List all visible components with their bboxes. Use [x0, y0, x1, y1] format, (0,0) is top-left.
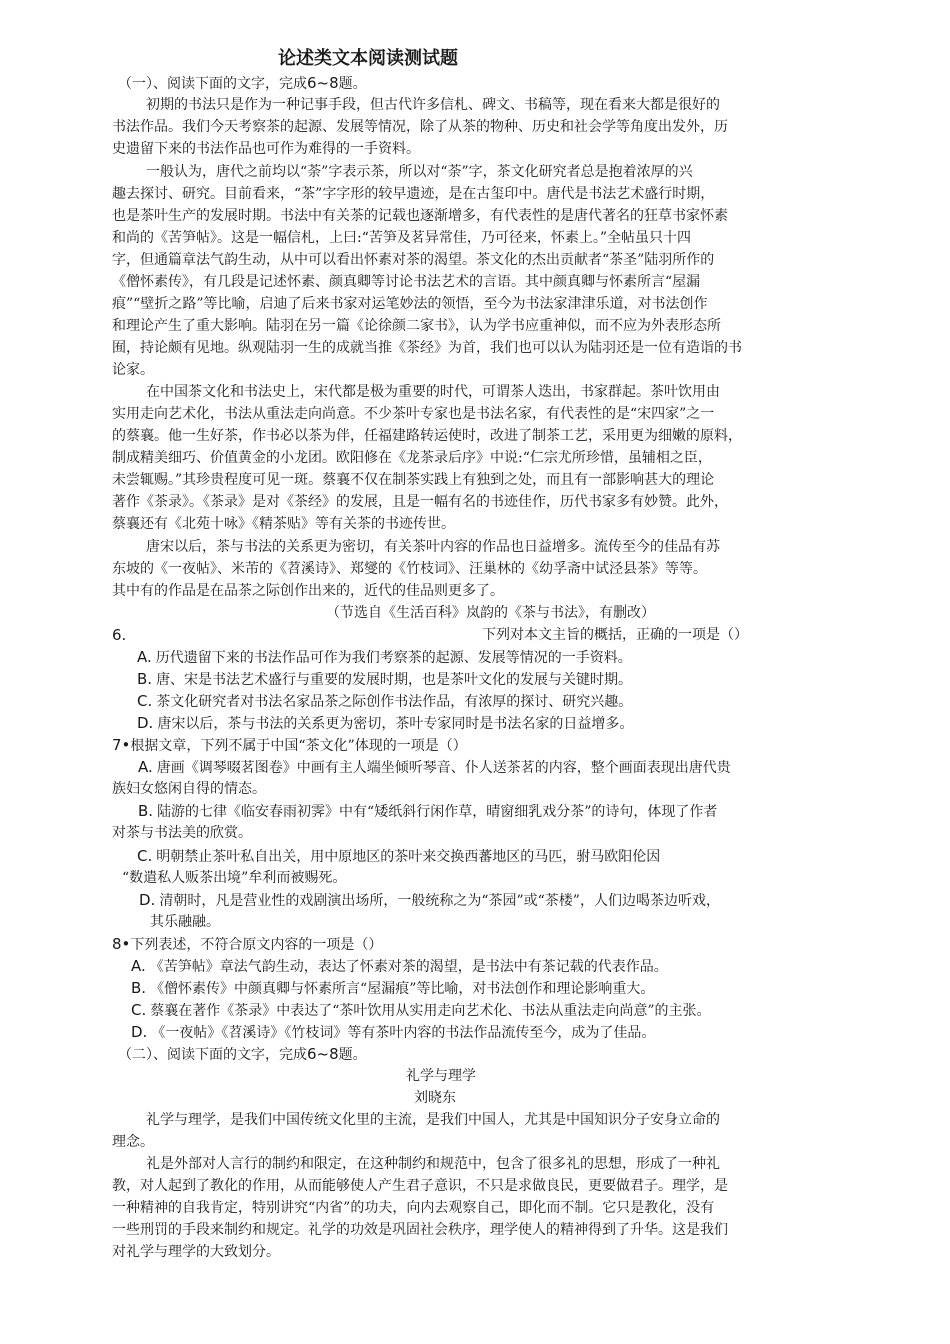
q7-option-d[interactable]: [139, 889, 720, 912]
option-text: 唐画《调琴啜茗图卷》中画有主人端坐倾听琴音、仆人送茶茗的内容，整个画面表现出唐代贵: [156, 760, 731, 776]
q6-option-c[interactable]: [137, 690, 632, 713]
section1-header-text: （一）、阅读下面的文字，完成: [118, 76, 307, 92]
passage1-line: 囿，持论颇有见地。纵观陆羽一生的成就当推《茶经》为首，我们也可以认为陆羽还是一位有造诣的书: [112, 340, 742, 356]
passage1-line: 著作《茶录》。《茶录》是对《茶经》的发展，且是一幅有名的书迹佳作，历代书家多有妙赞。此外，: [112, 494, 728, 510]
section1-header: [118, 72, 367, 95]
passage1-line: 其中有的作品是在品茶之际创作出来的，近代的佳品则更多了。: [112, 583, 504, 599]
passage1-line: 书法作品。我们今天考察茶的起源、发展等情况，除了从茶的物种、历史和社会学等角度出发外，历: [112, 119, 728, 135]
q7-option-b[interactable]: [138, 800, 717, 823]
q6-option-a[interactable]: [137, 646, 632, 669]
section2-header-text: （二）、阅读下面的文字，完成: [118, 1047, 307, 1063]
section2-header-end: 题。: [338, 1047, 367, 1063]
section1-header-end: 题。: [338, 76, 367, 92]
section1-header-range: 6~8: [307, 74, 339, 92]
passage2-line: 一些刑罚的手段来制约和规定。礼学的功效是巩固社会秩序，理学使人的精神得到了升华。这是我们: [112, 1222, 728, 1238]
q7-stem: 根据文章，下列不属于中国“茶文化”体现的一项是（）: [130, 738, 467, 754]
page-title: 论述类文本阅读测试题: [278, 48, 458, 69]
passage1-line: 痕”“壁折之路”等比喻，启迪了后来书家对运笔妙法的领悟，至今为书法家津津乐道，对书法创作: [112, 296, 708, 312]
q8-option-d[interactable]: [131, 1021, 655, 1044]
passage2-line: 礼学与理学，是我们中国传统文化里的主流，是我们中国人，尤其是中国知识分子安身立命的: [146, 1112, 720, 1128]
option-text: 历代遗留下来的书法作品可作为我们考察茶的起源、发展等情况的一手资料。: [155, 650, 632, 666]
option-letter: D.: [131, 1023, 148, 1041]
option-letter: C.: [137, 847, 153, 865]
passage1-line: 趣去探讨、研究。目前看来，“茶”字字形的较早遗迹，是在古玺印中。唐代是书法艺术盛行时期，: [112, 186, 715, 202]
option-text: 《僧怀素传》中颜真卿与怀素所言“屋漏痕”等比喻，对书法创作和理论影响重大。: [150, 981, 655, 997]
section2-header: [118, 1043, 367, 1066]
passage1-line: 在中国茶文化和书法史上，宋代都是极为重要的时代，可谓茶人迭出，书家群起。茶叶饮用由: [146, 384, 720, 400]
q6-option-d[interactable]: [137, 712, 633, 735]
passage2-line: 对礼学与理学的大致划分。: [112, 1244, 280, 1260]
option-text: 唐、宋是书法艺术盛行与重要的发展时期，也是茶叶文化的发展与关键时期。: [156, 672, 633, 688]
article-title: 礼学与理学: [406, 1068, 476, 1084]
q6-number: [112, 624, 126, 647]
option-letter: A.: [138, 758, 153, 776]
q7-option-a[interactable]: [138, 756, 731, 779]
passage2-line: 一种精神的自我肯定，特别讲究“内省”的功夫，向内去观察自己，即化而不制。它只是教化，没有: [112, 1200, 715, 1216]
passage2-line: 教，对人起到了教化的作用，从而能够使人产生君子意识，不只是求做良民，更要做君子。理学，是: [112, 1178, 728, 1194]
article-author: 刘晓东: [414, 1090, 456, 1106]
passage1-line: 蔡襄还有《北苑十咏》《精茶贴》等有关茶的书迹传世。: [112, 516, 455, 532]
section2-header-range: 6~8: [307, 1045, 339, 1063]
q8-number: 8•: [112, 935, 131, 953]
q7-option-c-cont: “数遣私人贩茶出境”牟利而被赐死。: [122, 870, 347, 886]
q6-option-b[interactable]: [137, 668, 632, 691]
passage1-line: 东坡的《一夜帖》、米芾的《苕溪诗》、郑燮的《竹枝词》、汪巢林的《幼孚斋中试泾县茶》等等。: [112, 561, 707, 577]
passage1-line: 一般认为，唐代之前均以“荼”字表示茶，所以对“荼”字，茶文化研究者总是抱着浓厚的兴: [146, 164, 693, 180]
q7-number: 7•: [112, 736, 131, 754]
passage1-line: 史遗留下来的书法作品也可作为难得的一手资料。: [112, 141, 420, 157]
option-text: 清朝时，凡是营业性的戏剧演出场所，一般统称之为“茶园”或“茶楼”，人们边喝茶边听戏，: [159, 893, 720, 909]
option-letter: A.: [131, 957, 146, 975]
option-letter: C.: [131, 1001, 147, 1019]
passage1-line: 未尝辄赐。”其珍贵程度可见一斑。蔡襄不仅在制茶实践上有独到之处，而且有一部影响甚大的理论: [112, 472, 715, 488]
passage1-line: 字，但通篇章法气韵生动，从中可以看出怀素对茶的渴望。茶文化的杰出贡献者“茶圣”陆羽所作的: [112, 252, 715, 268]
q7-stem-line: [112, 734, 467, 757]
passage1-line: 和尚的《苦笋帖》。这是一幅信札，上曰:“苦笋及茗异常佳，乃可径来，怀素上。”全帖虽只十四: [112, 230, 692, 246]
passage2-line: 礼是外部对人言行的制约和限定，在这种制约和规范中，包含了很多礼的思想，形成了一种礼: [146, 1156, 720, 1172]
passage1-line: 初期的书法只是作为一种记事手段，但古代许多信札、碑文、书稿等，现在看来大都是很好的: [146, 97, 720, 113]
q8-option-a[interactable]: [131, 955, 668, 978]
q8-option-b[interactable]: [131, 977, 654, 1000]
q7-option-b-cont: 对茶与书法美的欣赏。: [112, 825, 252, 841]
q8-stem-line: [112, 933, 382, 956]
option-text: 明朝禁止茶叶私自出关，用中原地区的茶叶来交换西蕃地区的马匹，驸马欧阳伦因: [156, 849, 661, 865]
passage2-line: 理念。: [112, 1134, 154, 1150]
passage1-line: 论家。: [112, 362, 154, 378]
option-text: 陆游的七律《临安春雨初霁》中有“矮纸斜行闲作草，晴窗细乳戏分茶”的诗句，体现了作者: [157, 804, 718, 820]
passage1-line: 《僧怀素传》，有几段是记述怀素、颜真卿等讨论书法艺术的言语。其中颜真卿与怀素所言“屋漏: [112, 274, 701, 290]
passage1-line: 制成精美细巧、价值黄金的小龙团。欧阳修在《龙茶录后序》中说:“仁宗尤所珍惜，虽辅相之臣，: [112, 450, 712, 466]
q8-stem: 下列表述，不符合原文内容的一项是（）: [130, 937, 383, 953]
q8-option-c[interactable]: [131, 999, 711, 1022]
option-text: 《一夜帖》《苕溪诗》《竹枝词》等有茶叶内容的书法作品流传至今，成为了佳品。: [151, 1025, 656, 1041]
q6-stem: 下列对本文主旨的概括，正确的一项是（）: [482, 627, 748, 643]
passage1-line: 的蔡襄。他一生好茶，作书必以茶为伴，任福建路转运使时，改进了制茶工艺，采用更为细嫩的原料，: [112, 428, 742, 444]
option-letter: A.: [137, 648, 152, 666]
option-letter: C.: [137, 692, 153, 710]
q6-num-text: 6.: [112, 626, 127, 644]
option-letter: B.: [138, 802, 154, 820]
q7-option-a-cont: 族妇女悠闲自得的情态。: [112, 781, 266, 797]
passage1-line: 实用走向艺术化，书法从重法走向尚意。不少茶叶专家也是书法名家，有代表性的是“宋四家”之一: [112, 406, 715, 422]
option-letter: D.: [137, 714, 154, 732]
passage1-line: 和理论产生了重大影响。陆羽在另一篇《论徐颜二家书》，认为学书应重神似，而不应为外表形态所: [112, 318, 721, 334]
passage1-line: 也是茶叶生产的发展时期。书法中有关茶的记载也逐渐增多，有代表性的是唐代著名的狂草书家怀素: [112, 208, 728, 224]
q7-option-c[interactable]: [137, 845, 660, 868]
option-text: 蔡襄在著作《茶录》中表达了“茶叶饮用从实用走向艺术化、书法从重法走向尚意”的主张。: [150, 1003, 711, 1019]
option-letter: B.: [131, 979, 147, 997]
q7-option-d-cont: 其乐融融。: [150, 914, 220, 930]
option-text: 茶文化研究者对书法名家品茶之际创作书法作品，有浓厚的探讨、研究兴趣。: [156, 694, 633, 710]
passage1-source: （节选自《生活百科》岚韵的《茶与书法》，有删改）: [326, 605, 655, 621]
option-letter: B.: [137, 670, 153, 688]
option-text: 《苦笋帖》章法气韵生动，表达了怀素对茶的渴望，是书法中有茶记载的代表作品。: [149, 959, 668, 975]
passage1-line: 唐宋以后，茶与书法的关系更为密切，有关茶叶内容的作品也日益增多。流传至今的佳品有苏: [146, 539, 720, 555]
option-text: 唐宋以后，茶与书法的关系更为密切，茶叶专家同时是书法名家的日益增多。: [157, 716, 634, 732]
option-letter: D.: [139, 891, 156, 909]
